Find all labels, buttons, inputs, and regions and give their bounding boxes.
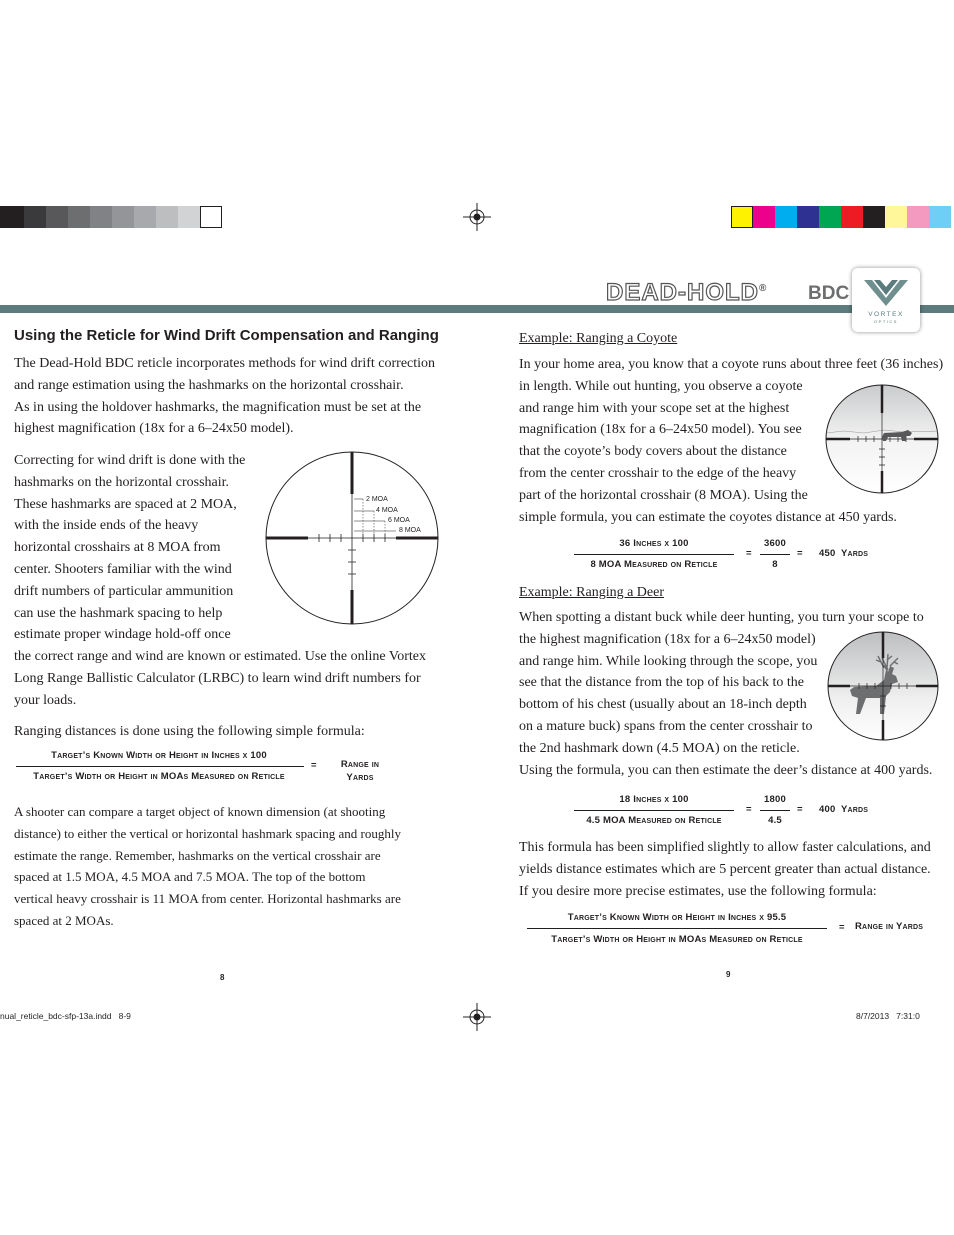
reticle-label: 2 MOA bbox=[366, 496, 388, 503]
formula-numerator: Target’s Known Width or Height in Inches x 100 bbox=[51, 750, 267, 761]
text-line: A shooter can compare a target object of known dimension (at shooting bbox=[14, 804, 386, 819]
range-formula bbox=[14, 750, 394, 790]
vortex-logo-icon bbox=[852, 268, 920, 312]
brand-reg-mark: ® bbox=[759, 283, 768, 294]
text-line: highest magnification (18x for a 6–24x50 model). bbox=[14, 421, 294, 437]
text-line: spaced at 1.5 MOA, 4.5 MOA and 7.5 MOA. The top of the bottom bbox=[14, 869, 366, 885]
text-line: in length. While out hunting, you observe a coyote bbox=[519, 378, 803, 394]
left-intro-paragraph bbox=[14, 353, 454, 440]
text-line: yields distance estimates which are 5 percent greater than actual distance. bbox=[519, 861, 931, 877]
text-line: In your home area, you know that a coyote runs about three feet (36 inches) bbox=[519, 357, 944, 372]
text-line: These hashmarks are spaced at 2 MOA, bbox=[14, 496, 237, 512]
formula-equals: = bbox=[746, 804, 752, 815]
closing-paragraph bbox=[14, 801, 454, 932]
deer-scope-figure bbox=[826, 630, 940, 742]
footer-timestamp: 8/7/2013 7:31:0 bbox=[856, 1011, 920, 1021]
formula-fraction-line bbox=[527, 928, 827, 929]
text-line: distance) to either the vertical or horizontal hashmark spacing and roughly bbox=[14, 825, 401, 841]
formula-result: 450 Yards bbox=[819, 548, 869, 559]
formula-numerator: Target’s Known Width or Height in Inches x 95.5 bbox=[567, 912, 787, 923]
text-line: bottom of his chest (usually about an 18-inch depth bbox=[519, 697, 807, 713]
left-page-number: 8 bbox=[220, 973, 225, 982]
wind-reticle-figure bbox=[264, 450, 440, 626]
vortex-logo-subtext: OPTICS bbox=[874, 319, 898, 324]
brand-subtitle: BDC bbox=[808, 283, 850, 304]
formula-fraction-line bbox=[574, 554, 734, 555]
text-line: part of the horizontal crosshair (8 MOA). Using the bbox=[519, 487, 808, 503]
formula-numerator: 36 Inches x 100 bbox=[619, 538, 689, 549]
text-line: When spotting a distant buck while deer hunting, you turn your scope to bbox=[519, 610, 924, 625]
text-line: This formula has been simplified slightly to allow faster calculations, and bbox=[519, 840, 931, 855]
formula-denominator: 8 MOA Measured on Reticle bbox=[590, 559, 718, 570]
reticle-label: 4 MOA bbox=[376, 507, 398, 514]
deer-formula bbox=[574, 794, 894, 834]
text-line: The Dead-Hold BDC reticle incorporates methods for wind drift correction bbox=[14, 356, 436, 371]
text-line: and range him. While looking through the scope, you bbox=[519, 653, 818, 669]
coyote-example-title: Example: Ranging a Coyote bbox=[519, 331, 678, 346]
text-line: from the center crosshair to the edge of the heavy bbox=[519, 465, 797, 481]
text-line: simple formula, you can estimate the coyotes distance at 450 yards. bbox=[519, 509, 897, 525]
left-page-heading: Using the Reticle for Wind Drift Compensation and Ranging bbox=[14, 327, 439, 344]
text-line: estimate the range. Remember, hashmarks on the vertical crosshair are bbox=[14, 847, 381, 863]
formula-equals: = bbox=[746, 548, 752, 559]
text-line: that the coyote’s body covers about the distance bbox=[519, 444, 787, 460]
vortex-logo bbox=[852, 268, 920, 332]
formula-equals: = bbox=[311, 760, 317, 771]
text-line: and range him with your scope set at the highest bbox=[519, 400, 790, 416]
formula-fraction-line bbox=[760, 810, 790, 811]
text-line: with the inside ends of the heavy bbox=[14, 518, 199, 534]
simplified-paragraph bbox=[519, 837, 951, 902]
text-line: Correcting for wind drift is done with the bbox=[14, 453, 246, 468]
text-line: the highest magnification (18x for a 6–24x50 model) bbox=[519, 631, 816, 647]
right-page-number: 9 bbox=[726, 970, 731, 979]
text-line: the 2nd hashmark down (4.5 MOA) on the reticle. bbox=[519, 740, 800, 756]
header-rule bbox=[0, 305, 954, 313]
brand-title bbox=[606, 279, 767, 307]
coyote-formula bbox=[574, 538, 894, 578]
formula-equals: = bbox=[797, 548, 803, 559]
text-line: center. Shooters familiar with the wind bbox=[14, 561, 232, 577]
ranging-intro: Ranging distances is done using the following simple formula: bbox=[14, 724, 365, 739]
precise-formula bbox=[527, 912, 947, 952]
formula-denominator: 4.5 bbox=[768, 815, 782, 826]
footer-file-name: nual_reticle_bdc-sfp-13a.indd 8-9 bbox=[0, 1011, 131, 1021]
registration-mark-icon bbox=[463, 1003, 491, 1031]
formula-numerator: 18 Inches x 100 bbox=[619, 794, 689, 805]
formula-denominator: Target’s Width or Height in MOAs Measured on Reticle bbox=[551, 934, 803, 945]
text-line: see that the distance from the top of his back to the bbox=[519, 675, 804, 691]
text-line: hashmarks on the horizontal crosshair. bbox=[14, 474, 230, 490]
reticle-label: 8 MOA bbox=[399, 527, 421, 534]
formula-equals: = bbox=[797, 804, 803, 815]
text-line: and range estimation using the hashmarks on the horizontal crosshair. bbox=[14, 377, 404, 393]
text-line: Using the formula, you can then estimate the deer’s distance at 400 yards. bbox=[519, 762, 933, 778]
text-line: drift numbers of particular ammunition bbox=[14, 583, 234, 599]
text-line: can use the hashmark spacing to help bbox=[14, 605, 223, 621]
formula-result: Yards bbox=[346, 772, 374, 783]
text-line: spaced at 2 MOAs. bbox=[14, 912, 114, 928]
formula-denominator: 4.5 MOA Measured on Reticle bbox=[586, 815, 722, 826]
text-line: vertical heavy crosshair is 11 MOA from center. Horizontal hashmarks are bbox=[14, 891, 401, 907]
formula-fraction-line bbox=[16, 766, 304, 767]
text-line: estimate proper windage hold-off once bbox=[14, 627, 231, 643]
formula-result: Range in bbox=[340, 759, 380, 770]
formula-fraction-line bbox=[574, 810, 734, 811]
formula-denominator: 8 bbox=[772, 559, 778, 570]
text-line: horizontal crosshairs at 8 MOA from bbox=[14, 540, 221, 556]
reticle-label: 6 MOA bbox=[388, 517, 410, 524]
text-line: on a mature buck) spans from the center crosshair to bbox=[519, 718, 813, 734]
vortex-logo-text: VORTEX bbox=[868, 311, 904, 318]
text-line: the correct range and wind are known or estimated. Use the online Vortex bbox=[14, 649, 426, 665]
deer-example-title: Example: Ranging a Deer bbox=[519, 585, 665, 600]
formula-fraction-line bbox=[760, 554, 790, 555]
formula-denominator: Target’s Width or Height in MOAs Measured on Reticle bbox=[33, 771, 285, 782]
registration-mark-icon bbox=[463, 203, 491, 231]
coyote-scope-figure bbox=[824, 383, 940, 495]
formula-numerator: 3600 bbox=[764, 538, 786, 549]
formula-result: 400 Yards bbox=[819, 804, 869, 815]
formula-result: Range in Yards bbox=[855, 921, 924, 932]
formula-numerator: 1800 bbox=[764, 794, 786, 805]
formula-equals: = bbox=[839, 922, 845, 933]
text-line: your loads. bbox=[14, 692, 77, 708]
text-line: As in using the holdover hashmarks, the magnification must be set at the bbox=[14, 399, 422, 415]
brand-title-text: DEAD-HOLD bbox=[606, 279, 759, 306]
text-line: Long Range Ballistic Calculator (LRBC) to learn wind drift numbers for bbox=[14, 670, 421, 686]
text-line: magnification (18x for a 6–24x50 model). You see bbox=[519, 422, 802, 438]
text-line: If you desire more precise estimates, use the following formula: bbox=[519, 883, 877, 899]
